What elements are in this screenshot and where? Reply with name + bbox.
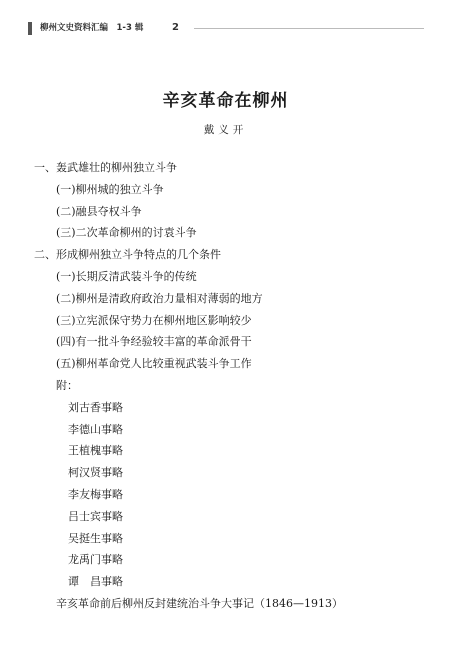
toc-entry: (四)有一批斗争经验较丰富的革命派骨干 bbox=[56, 335, 252, 349]
article-author: 戴义开 bbox=[203, 124, 248, 136]
toc-entry: 吕士宾事略 bbox=[68, 509, 123, 523]
toc-entry: 李友梅事略 bbox=[68, 488, 123, 501]
toc-entry: 辛亥革命前后柳州反封建统治斗争大事记（1846—1913） bbox=[56, 597, 343, 610]
article-title: 辛亥革命在柳州 bbox=[162, 91, 289, 111]
toc-entry: 刘古香事略 bbox=[68, 400, 123, 414]
toc-entry: 谭 昌事略 bbox=[68, 575, 123, 589]
header-series-title: 柳州文史资料汇编 1-3 辑 bbox=[40, 23, 144, 33]
toc-entry: 王植槐事略 bbox=[68, 444, 123, 458]
toc-entry: 附： bbox=[56, 379, 78, 392]
toc-entry: 吴挺生事略 bbox=[68, 531, 123, 545]
toc-entry: (一)柳州城的独立斗争 bbox=[56, 182, 164, 196]
toc-entry: (一)长期反清武装斗争的传统 bbox=[56, 270, 197, 283]
toc-entry: 二、形成柳州独立斗争特点的几个条件 bbox=[34, 248, 221, 262]
toc-entry: (二)融县夺权斗争 bbox=[56, 204, 142, 218]
header-rule bbox=[194, 28, 424, 29]
toc-entry: 柯汉贤事略 bbox=[68, 466, 123, 480]
toc-entry: 李德山事略 bbox=[68, 422, 123, 436]
toc-entry: 龙禹门事略 bbox=[68, 553, 123, 567]
header-marker-bar bbox=[28, 22, 32, 35]
toc-entry: (五)柳州革命党人比较重视武装斗争工作 bbox=[56, 357, 252, 371]
toc-entry: (二)柳州是清政府政治力量相对薄弱的地方 bbox=[56, 291, 263, 305]
toc-entry: (三)二次革命柳州的讨袁斗争 bbox=[56, 226, 197, 240]
page-number: 2 bbox=[172, 22, 179, 33]
toc-entry: 一、轰武雄壮的柳州独立斗争 bbox=[34, 161, 177, 174]
toc-entry: (三)立宪派保守势力在柳州地区影响较少 bbox=[56, 313, 252, 327]
